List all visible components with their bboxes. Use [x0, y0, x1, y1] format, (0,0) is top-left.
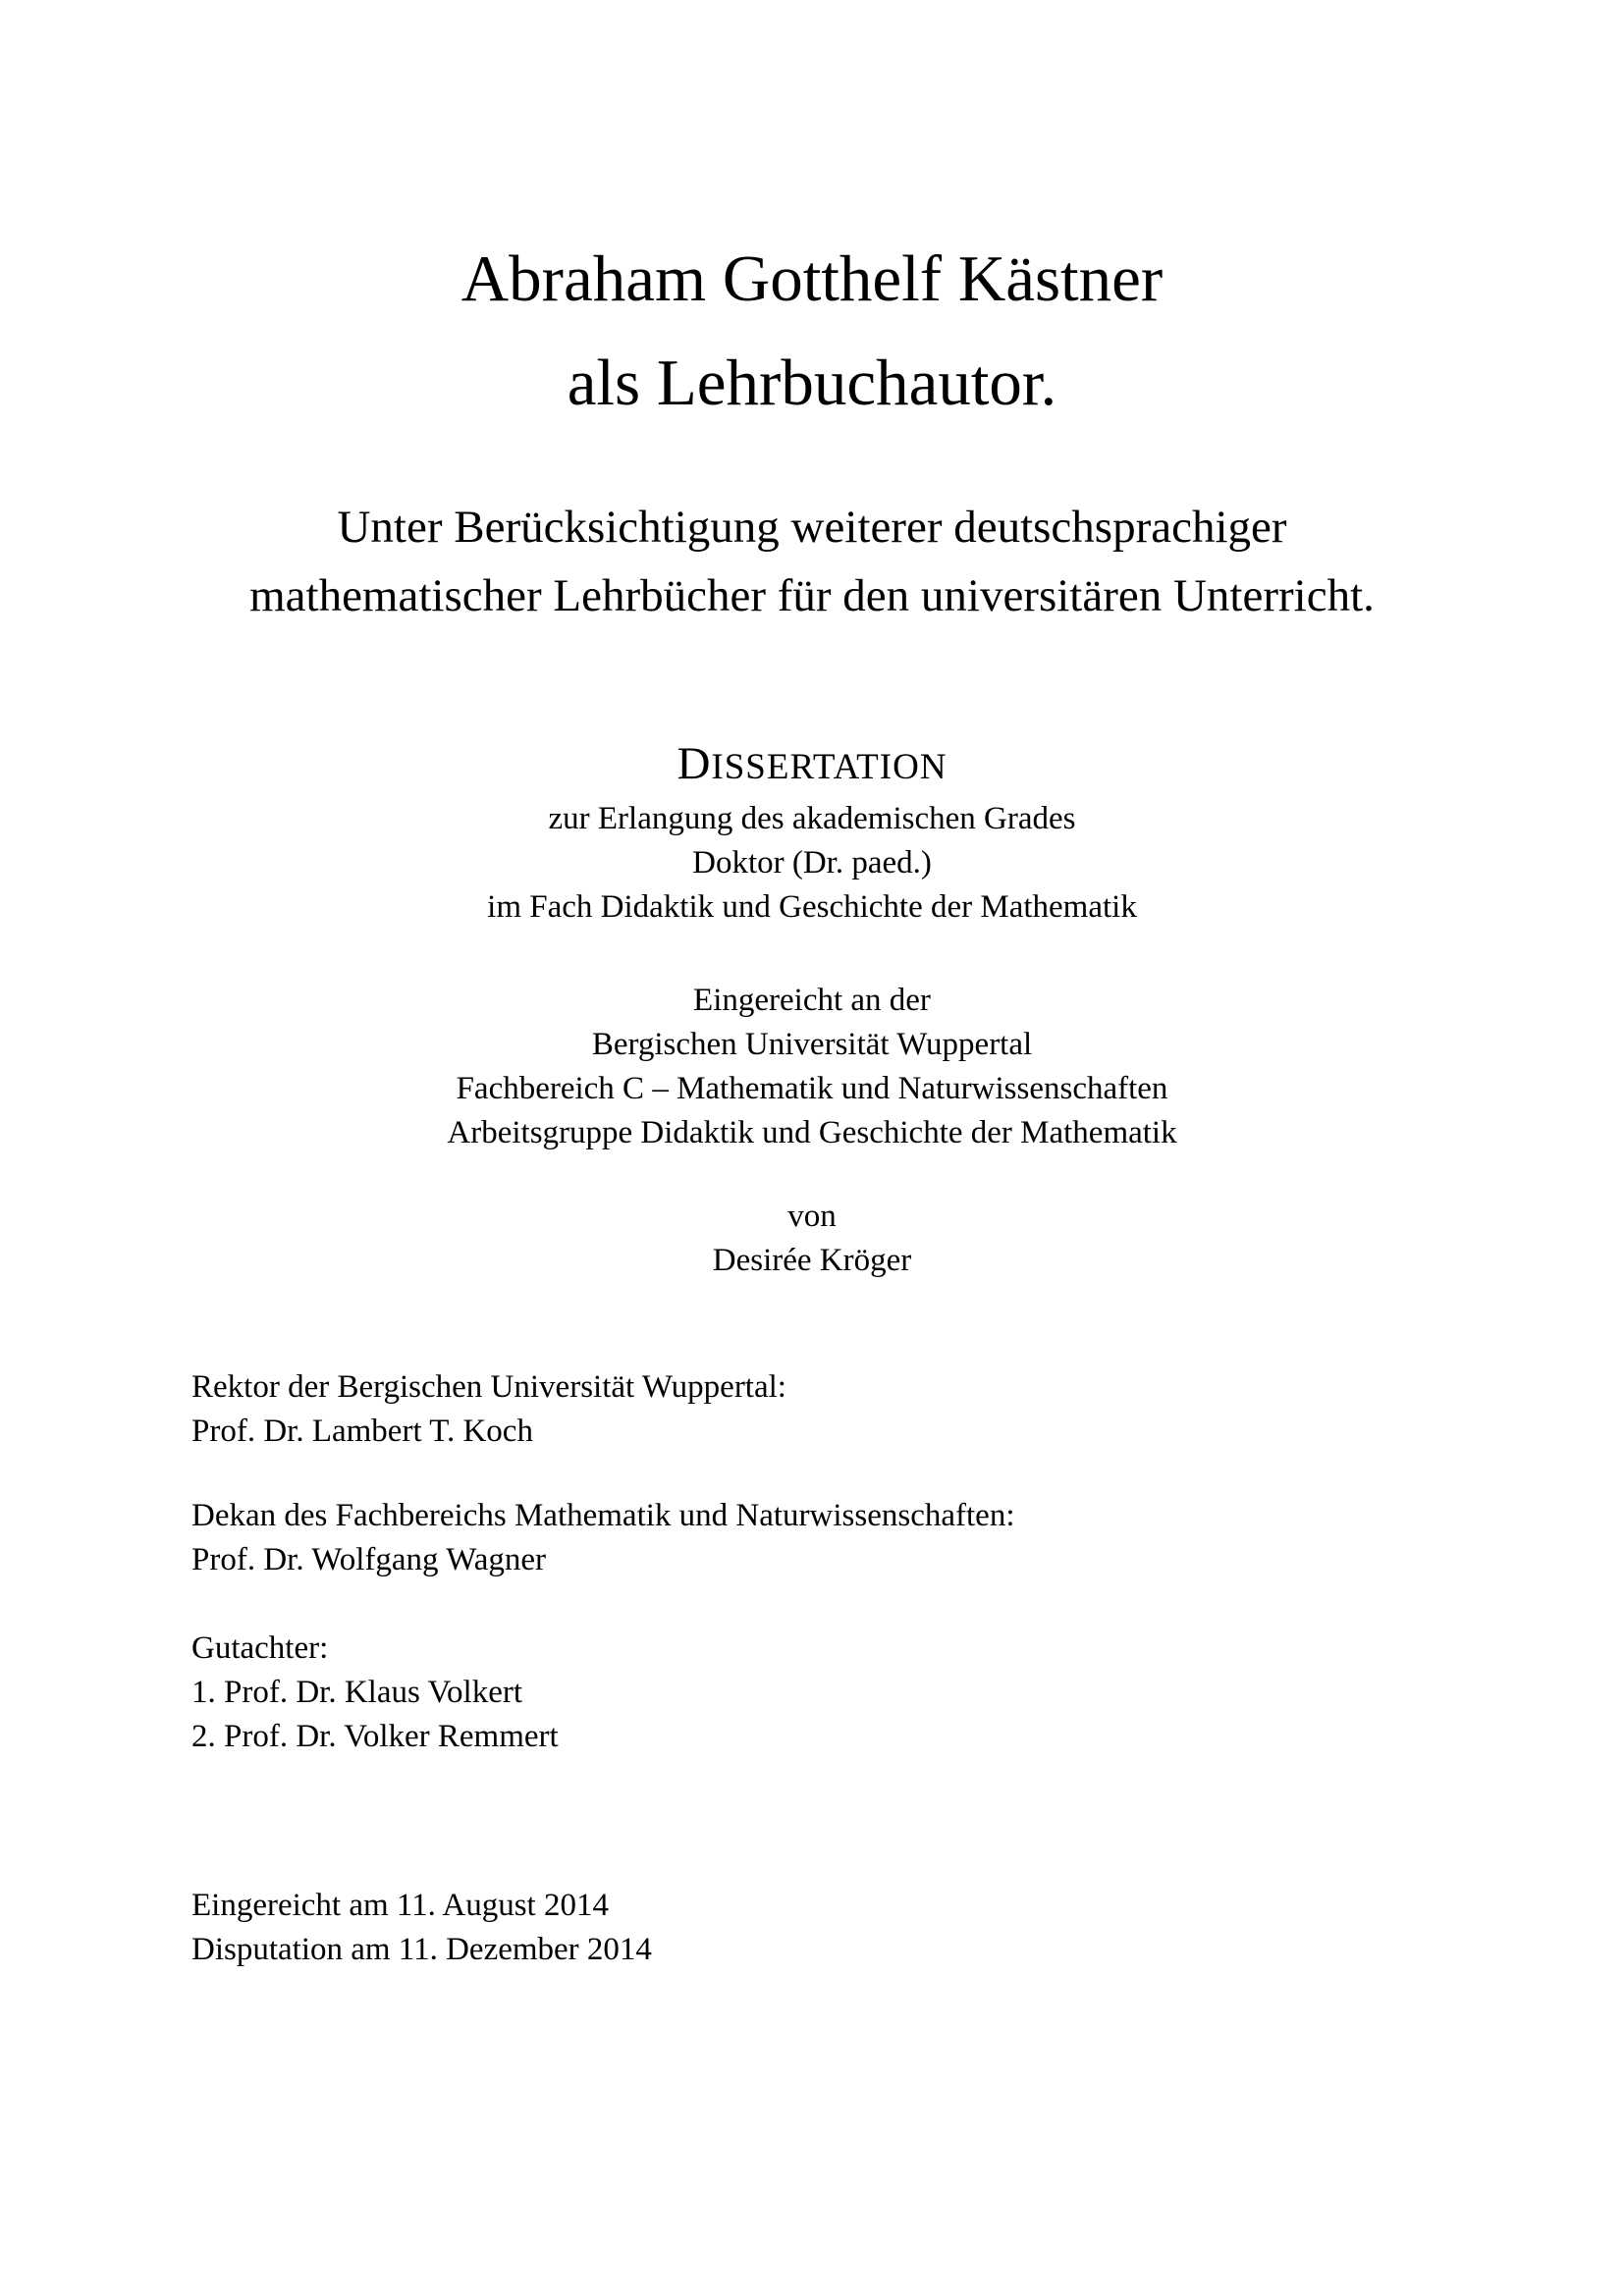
degree-block	[0, 735, 1624, 930]
rector-block	[191, 1365, 1506, 1454]
reviewer-item-2: 2. Prof. Dr. Volker Remmert	[191, 1719, 559, 1754]
submission-block	[0, 979, 1624, 1155]
submission-line-4: Arbeitsgruppe Didaktik und Geschichte der Mathematik	[447, 1115, 1177, 1150]
submission-line-2: Bergischen Universität Wuppertal	[591, 1027, 1033, 1062]
dissertation-heading-rest: ISSERTATION	[711, 747, 947, 787]
dissertation-heading	[0, 735, 1624, 797]
author-block	[0, 1195, 1624, 1283]
reviewers-block	[191, 1627, 1506, 1759]
author-preposition: von	[787, 1199, 837, 1234]
degree-subject-line: im Fach Didaktik und Geschichte der Mathematik	[487, 889, 1137, 925]
reviewer-item-1: 1. Prof. Dr. Klaus Volkert	[191, 1675, 523, 1710]
title-line-2: als Lehrbuchautor.	[567, 347, 1057, 419]
dean-label: Dekan des Fachbereichs Mathematik und Naturwissenschaften:	[191, 1498, 1015, 1533]
reviewers-label: Gutachter:	[191, 1630, 329, 1666]
defense-date: Disputation am 11. Dezember 2014	[191, 1932, 652, 1967]
subtitle-line-1: Unter Berücksichtigung weiterer deutschsprachiger	[337, 502, 1287, 553]
rector-name: Prof. Dr. Lambert T. Koch	[191, 1414, 533, 1449]
degree-purpose-line: zur Erlangung des akademischen Grades	[548, 801, 1076, 836]
title-line-1: Abraham Gotthelf Kästner	[460, 242, 1164, 315]
page-title	[0, 227, 1624, 435]
dean-block	[191, 1494, 1506, 1582]
submission-line-1: Eingereicht an der	[693, 983, 931, 1018]
subtitle-line-2: mathematischer Lehrbücher für den universitären Unterricht.	[249, 570, 1375, 621]
dates-block	[191, 1884, 1506, 1972]
page-subtitle	[0, 493, 1624, 630]
dissertation-heading-initial: D	[677, 738, 712, 789]
author-name: Desirée Kröger	[712, 1243, 912, 1278]
dean-name: Prof. Dr. Wolfgang Wagner	[191, 1542, 546, 1577]
submitted-date: Eingereicht am 11. August 2014	[191, 1888, 609, 1923]
submission-line-3: Fachbereich C – Mathematik und Naturwissenschaften	[456, 1071, 1168, 1106]
degree-name-line: Doktor (Dr. paed.)	[692, 845, 932, 881]
rector-label: Rektor der Bergischen Universität Wuppertal:	[191, 1369, 786, 1405]
